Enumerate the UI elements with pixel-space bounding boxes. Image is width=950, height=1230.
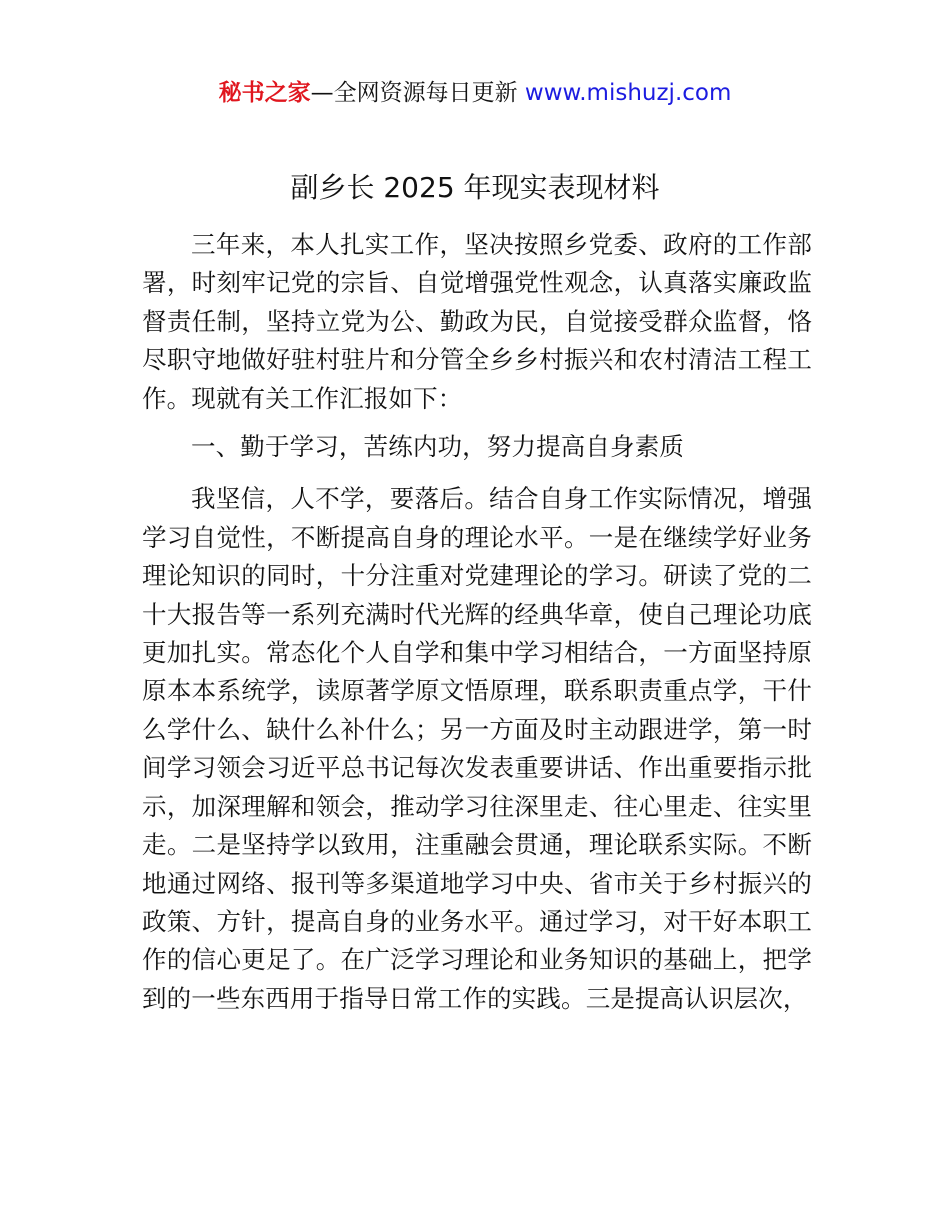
banner-tagline: —全网资源每日更新 [310, 80, 525, 106]
section-paragraph: 我坚信，人不学，要落后。结合自身工作实际情况，增强学习自觉性，不断提高自身的理论水平。一是在继续学好业务理论知识的同时，十分注重对党建理论的学习。研读了党的二十大报告等一系列充满时代光辉的经典华章，使自己理论功底更加扎实。常态化个人自学和集中学习相结合，一方面坚持原原本本系统学，读原著学原文悟原理，联系职责重点学，干什么学什么、缺什么补什么；另一方面及时主动跟进学，第一时间学习领会习近平总书记每次发表重要讲话、作出重要指示批示，加深理解和领会，推动学习往深里走、往心里走、往实里走。二是坚持学以致用，注重融会贯通，理论联系实际。不断地通过网络、报刊等多渠道地学习中央、省市关于乡村振兴的政策、方针，提高自身的业务水平。通过学习，对干好本职工作的信心更足了。在广泛学习理论和业务知识的基础上，把学到的一些东西用于指导日常工作的实践。三是提高认识层次， [142, 484, 812, 1013]
section-heading: 一、勤于学习，苦练内功，努力提高自身素质 [191, 432, 684, 462]
site-banner [0, 76, 950, 110]
document-title: 副乡长 2025 年现实表现材料 [290, 171, 660, 204]
intro-paragraph: 三年来，本人扎实工作，坚决按照乡党委、政府的工作部署，时刻牢记党的宗旨、自觉增强党性观念，认真落实廉政监督责任制，坚持立党为公、勤政为民，自觉接受群众监督，恪尽职守地做好驻村驻片和分管全乡乡村振兴和农村清洁工程工作。现就有关工作汇报如下： [142, 230, 812, 413]
site-url-link[interactable]: www.mishuzj.com [524, 80, 732, 106]
brand-name: 秘书之家 [218, 80, 311, 106]
document-body [142, 226, 812, 1028]
